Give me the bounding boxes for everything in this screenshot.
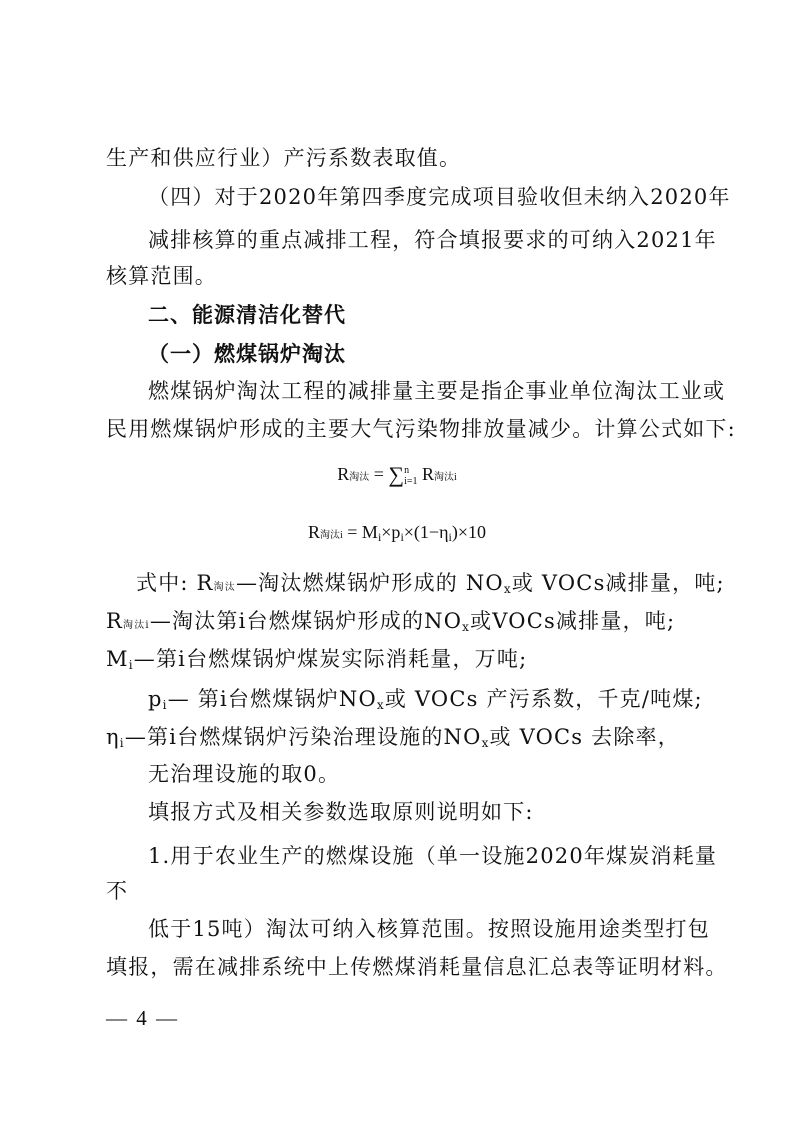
definition-line bbox=[148, 684, 703, 720]
formula-symbol: R bbox=[337, 464, 350, 484]
subsection-heading: （一）燃煤锅炉淘汰 bbox=[148, 342, 346, 366]
def-subscript: 淘汰 bbox=[213, 582, 236, 593]
paragraph-line: 民用燃煤锅炉形成的主要大气污染物排放量减少。计算公式如下: bbox=[106, 417, 736, 441]
formula-operator: = bbox=[373, 464, 384, 484]
formula-subscript: i bbox=[448, 530, 452, 544]
def-text: —淘汰燃煤锅炉形成的 NO bbox=[235, 571, 504, 595]
def-subscript: i bbox=[128, 658, 134, 672]
def-text: p bbox=[148, 687, 163, 711]
paragraph-line: 燃煤锅炉淘汰工程的减排量主要是指企事业单位淘汰工业或 bbox=[148, 379, 726, 403]
def-subscript: x bbox=[462, 620, 471, 634]
sum-sign: ∑ bbox=[388, 462, 405, 487]
def-text: 或VOCs减排量，吨; bbox=[470, 609, 676, 633]
page-number: — 4 — bbox=[106, 1006, 179, 1030]
formula-subscript: 淘汰 bbox=[349, 472, 370, 483]
def-subscript: x bbox=[376, 698, 385, 712]
def-text: —第i台燃煤锅炉污染治理设施的NO bbox=[124, 725, 482, 749]
formula-subscript: i bbox=[377, 530, 382, 544]
paragraph-line: 生产和供应行业）产污系数表取值。 bbox=[106, 146, 462, 170]
definition-line bbox=[106, 606, 698, 642]
def-text: — 第i台燃煤锅炉NO bbox=[167, 687, 377, 711]
sum-upper: n bbox=[404, 464, 410, 476]
sum-lower: i=1 bbox=[404, 475, 418, 487]
formula-symbol: R bbox=[421, 464, 434, 484]
formula-sum bbox=[0, 462, 794, 488]
def-text: R bbox=[106, 609, 124, 633]
paragraph-line: 减排核算的重点减排工程，符合填报要求的可纳入2021年 bbox=[148, 228, 717, 252]
formula-subscript: 淘汰i bbox=[320, 530, 343, 541]
sum-limits bbox=[404, 465, 417, 487]
formula-term: ×(1−η bbox=[403, 522, 449, 542]
def-text: —淘汰第i台燃煤锅炉形成的NO bbox=[149, 609, 463, 633]
definition-line bbox=[136, 568, 725, 604]
formula-term: = M bbox=[347, 522, 378, 542]
formula-subscript: i bbox=[400, 530, 404, 544]
paragraph-line: （四）对于2020年第四季度完成项目验收但未纳入2020年 bbox=[148, 185, 731, 209]
paragraph-line: 低于15吨）淘汰可纳入核算范围。按照设施用途类型打包 bbox=[148, 917, 710, 941]
def-subscript: 淘汰i bbox=[123, 620, 150, 631]
def-subscript: i bbox=[119, 736, 125, 750]
def-text: η bbox=[106, 725, 120, 749]
def-text: 或 VOCs 产污系数，千克/吨煤; bbox=[384, 687, 703, 711]
paragraph-line: 填报，需在减排系统中上传燃煤消耗量信息汇总表等证明材料。 bbox=[106, 955, 728, 979]
def-text: M bbox=[106, 647, 129, 671]
formula-term: ×p bbox=[381, 522, 401, 542]
section-heading: 二、能源清洁化替代 bbox=[148, 303, 346, 327]
def-text: 或 VOCs减排量，吨; bbox=[511, 571, 725, 595]
paragraph-line: 1.用于农业生产的燃煤设施（单一设施2020年煤炭消耗量 bbox=[148, 844, 718, 868]
definition-line: 无治理设施的取0。 bbox=[148, 762, 341, 786]
def-subscript: i bbox=[162, 698, 168, 712]
def-subscript: x bbox=[503, 582, 512, 596]
definition-line bbox=[106, 722, 698, 758]
def-text: 式中: R bbox=[136, 571, 214, 595]
formula-term: )×10 bbox=[451, 522, 486, 542]
def-text: 或 VOCs 去除率， bbox=[489, 725, 680, 749]
formula-symbol: R bbox=[307, 522, 320, 542]
paragraph-line: 填报方式及相关参数选取原则说明如下: bbox=[148, 800, 534, 824]
formula-boiler bbox=[0, 522, 794, 545]
paragraph-line: 核算范围。 bbox=[106, 264, 217, 288]
paragraph-line: 不 bbox=[106, 879, 129, 903]
def-text: —第i台燃煤锅炉煤炭实际消耗量，万吨; bbox=[133, 647, 528, 671]
formula-subscript: 淘汰i bbox=[434, 472, 457, 483]
def-subscript: x bbox=[481, 736, 490, 750]
definition-line bbox=[106, 644, 698, 680]
